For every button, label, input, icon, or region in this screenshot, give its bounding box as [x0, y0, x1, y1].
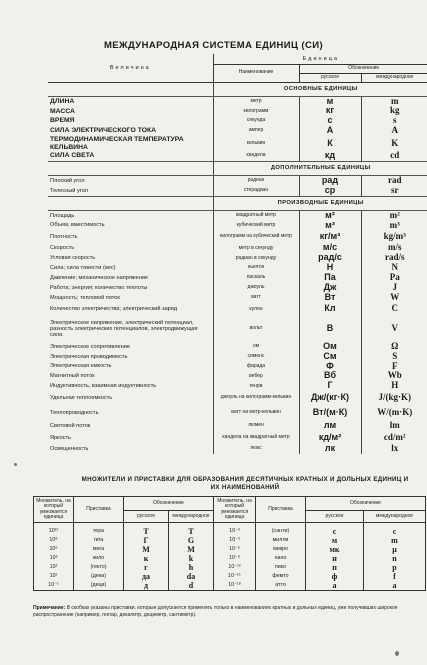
unit-name: радиан [213, 175, 299, 185]
russian-symbol: лм [299, 421, 361, 431]
russian-symbol: Г [299, 381, 361, 391]
unit-row [48, 273, 427, 283]
section-title: ОСНОВНЫЕ ЕДИНИЦЫ [213, 82, 427, 96]
quantity-name: Скорость [48, 243, 213, 253]
quantity-name: СИЛА СВЕТА [48, 151, 213, 161]
prefix-name: атто [256, 581, 306, 591]
unit-row [48, 243, 427, 253]
unit-name-header: Наименование [213, 64, 299, 82]
prefix-name: микро [256, 545, 306, 554]
section-title-spacer [48, 161, 213, 175]
footnote-label: Примечание: [33, 605, 66, 611]
prefix-name: гига [74, 536, 124, 545]
unit-row [48, 175, 427, 185]
russian-symbol: с [306, 527, 364, 536]
unit-row [48, 230, 427, 243]
russian-symbol: рад [299, 175, 361, 185]
multiplier-value: 10⁻² [214, 527, 256, 536]
footnote [33, 605, 425, 619]
quantity-name: Удельная теплоемкость [48, 391, 213, 404]
unit-row [48, 106, 427, 116]
russian-symbol: Дж/(кг·К) [299, 391, 361, 404]
unit-name: вебер [213, 371, 299, 381]
unit-name: генри [213, 381, 299, 391]
international-symbol: A [391, 126, 398, 136]
quantity-name: Объем, вместимость [48, 221, 213, 231]
prefix-row [34, 536, 426, 545]
russian-symbol: Вт [299, 293, 361, 303]
international-symbol: m³ [389, 220, 400, 230]
unit-row [48, 293, 427, 303]
multiplier-value: 10⁻¹² [214, 563, 256, 572]
russian-symbol: Н [299, 263, 361, 273]
multiplier-value: 10⁻⁶ [214, 545, 256, 554]
quantity-name: Мощность; тепловой поток [48, 293, 213, 303]
international-header: международное [364, 511, 426, 523]
quantity-header: Величина [48, 54, 213, 82]
russian-symbol: кг [299, 106, 361, 116]
russian-header: русское [299, 73, 361, 82]
russian-symbol: А [299, 126, 361, 136]
unit-row [48, 431, 427, 444]
international-symbol: C [391, 303, 398, 314]
international-symbol: H [391, 381, 399, 391]
international-symbol: V [391, 322, 398, 333]
quantity-name: Площадь [48, 210, 213, 220]
prefix-name: пико [256, 563, 306, 572]
designation-header: Обозначение [124, 497, 214, 511]
prefix-row [34, 545, 426, 554]
international-symbol: μ [364, 545, 426, 554]
quantity-name: ДЛИНА [48, 96, 213, 106]
international-symbol: rad [388, 175, 402, 185]
quantity-name: Электрическое сопротивление [48, 342, 213, 352]
unit-row [48, 136, 427, 151]
unit-name: вольт [213, 316, 299, 342]
page-title: МЕЖДУНАРОДНАЯ СИСТЕМА ЕДИНИЦ (СИ) [103, 40, 324, 51]
international-symbol: m [391, 96, 399, 106]
unit-name: кандела на квадратный метр [213, 431, 299, 444]
prefix-row [34, 581, 426, 591]
international-symbol: K [391, 137, 399, 148]
prefix-name: тера [74, 527, 124, 536]
international-symbol: k [169, 554, 214, 563]
unit-row [48, 263, 427, 273]
unit-name: люмен [213, 421, 299, 431]
quantity-name: Электрическое напряжение, электрический потенциал, разность электрических потенциалов, электродвижущая сила [48, 316, 213, 342]
multiplier-value: 10⁻⁹ [214, 554, 256, 563]
international-symbol: c [364, 527, 426, 536]
international-symbol: S [392, 351, 398, 361]
international-symbol: a [364, 581, 426, 591]
ink-speck [14, 463, 17, 466]
multiplier-header: Множитель, на который умножается единица [214, 497, 256, 523]
unit-header: Единица [213, 54, 427, 64]
quantity-name: СИЛА ЭЛЕКТРИЧЕСКОГО ТОКА [48, 126, 213, 136]
russian-symbol: м² [299, 210, 361, 220]
prefix-name: нано [256, 554, 306, 563]
unit-name: сименс [213, 352, 299, 362]
unit-name: ом [213, 342, 299, 352]
quantity-name: Количество электричества; электрический заряд [48, 303, 213, 316]
quantity-name: Индуктивность, взаимная индуктивность [48, 381, 213, 391]
quantity-name: Телесный угол [48, 186, 213, 196]
unit-row [48, 391, 427, 404]
quantity-name: Магнитный поток [48, 371, 213, 381]
unit-name: радиан в секунду [213, 253, 299, 263]
russian-symbol: кд/м² [299, 431, 361, 444]
multiplier-header: Множитель, на который умножается единица [34, 497, 74, 523]
international-symbol: m² [389, 210, 400, 220]
international-symbol: kg [389, 106, 400, 116]
unit-row [48, 186, 427, 196]
quantity-name: Давление; механическое напряжение [48, 273, 213, 283]
russian-symbol: Т [124, 527, 169, 536]
international-symbol: T [169, 527, 214, 536]
multipliers-table-body [34, 523, 426, 591]
russian-symbol: кд [299, 151, 361, 161]
russian-symbol: г [124, 563, 169, 572]
quantity-name: Электрическая емкость [48, 362, 213, 372]
international-symbol: Pa [389, 273, 400, 283]
unit-name: ампер [213, 126, 299, 136]
international-symbol: da [169, 572, 214, 581]
unit-name: кельвин [213, 136, 299, 151]
international-symbol: cd/m² [383, 431, 406, 442]
international-symbol: sr [391, 185, 399, 195]
russian-symbol: н [306, 554, 364, 563]
russian-symbol: а [306, 581, 364, 591]
russian-symbol: Дж [299, 283, 361, 293]
unit-name: паскаль [213, 273, 299, 283]
international-symbol: Ω [391, 341, 399, 351]
multiplier-value: 10¹² [34, 527, 74, 536]
unit-row [48, 371, 427, 381]
russian-symbol: кг/м³ [299, 230, 361, 243]
si-units-table [48, 54, 427, 454]
prefix-row [34, 527, 426, 536]
prefix-header: Приставка [256, 497, 306, 523]
russian-symbol: м [299, 96, 361, 106]
prefix-row [34, 554, 426, 563]
russian-header: русское [306, 511, 364, 523]
units-table-body [48, 82, 427, 454]
unit-row [48, 352, 427, 362]
unit-row [48, 283, 427, 293]
unit-name: кандела [213, 151, 299, 161]
international-symbol: J/(kg·K) [378, 391, 411, 402]
international-symbol: rad/s [384, 253, 405, 263]
prefix-row [34, 563, 426, 572]
quantity-name: Работа; энергия; количество теплоты [48, 283, 213, 293]
prefix-name: кило [74, 554, 124, 563]
quantity-name: Теплопроводность [48, 404, 213, 421]
russian-symbol: Ф [299, 362, 361, 372]
international-symbol: lm [389, 421, 400, 431]
unit-name: джоуль [213, 283, 299, 293]
quantity-name: Плотность [48, 230, 213, 243]
unit-name: килограмм [213, 106, 299, 116]
unit-name: кулон [213, 303, 299, 316]
russian-symbol: лк [299, 444, 361, 454]
russian-symbol: ср [299, 186, 361, 196]
russian-symbol: д [124, 581, 169, 591]
quantity-name: Яркость [48, 431, 213, 444]
quantity-name: ВРЕМЯ [48, 116, 213, 126]
ink-speck [395, 651, 399, 656]
international-symbol: kg/m³ [383, 231, 406, 241]
international-symbol: d [169, 581, 214, 591]
prefix-name: (деци) [74, 581, 124, 591]
international-symbol: p [364, 563, 426, 572]
international-symbol: m/s [388, 243, 402, 253]
international-symbol: s [392, 116, 397, 126]
prefix-name: (гекто) [74, 563, 124, 572]
unit-name: ньютон [213, 263, 299, 273]
unit-row [48, 126, 427, 136]
russian-symbol: п [306, 563, 364, 572]
unit-row [48, 362, 427, 372]
russian-symbol: Вб [299, 371, 361, 381]
russian-symbol: да [124, 572, 169, 581]
footnote-text: В скобках указаны приставки, которые допускается применять только в наименованиях кратных и дольных единиц, уже получивших широкое распространение (например, гектар, декалитр, дециметр, сантиметр). [33, 605, 398, 618]
unit-name: квадратный метр [213, 210, 299, 220]
quantity-name: МАССА [48, 106, 213, 116]
unit-row [48, 404, 427, 421]
russian-symbol: Па [299, 273, 361, 283]
section-title: ПРОИЗВОДНЫЕ ЕДИНИЦЫ [213, 196, 427, 210]
international-symbol: F [392, 361, 398, 371]
unit-row [48, 381, 427, 391]
multiplier-value: 10⁻¹ [34, 581, 74, 591]
prefix-header: Приставка [74, 497, 124, 523]
international-symbol: W/(m·K) [377, 406, 413, 417]
unit-row [48, 253, 427, 263]
unit-name: ватт [213, 293, 299, 303]
russian-symbol: М [124, 545, 169, 554]
international-symbol: h [169, 563, 214, 572]
unit-name: ватт на метр-кельвин [213, 404, 299, 421]
russian-symbol: Кл [299, 303, 361, 316]
russian-symbol: с [299, 116, 361, 126]
quantity-name: Угловая скорость [48, 253, 213, 263]
section-title-spacer [48, 82, 213, 96]
international-header: международное [169, 511, 214, 523]
russian-symbol: рад/с [299, 253, 361, 263]
multiplier-value: 10⁹ [34, 536, 74, 545]
russian-symbol: м [306, 536, 364, 545]
quantity-name: Сила; сила тяжести (вес) [48, 263, 213, 273]
prefix-row [34, 572, 426, 581]
prefix-name: мега [74, 545, 124, 554]
international-symbol: W [390, 292, 400, 302]
unit-name: стерадиан [213, 186, 299, 196]
unit-row [48, 316, 427, 342]
international-symbol: lx [391, 444, 399, 454]
international-symbol: n [364, 554, 426, 563]
russian-header: русское [124, 511, 169, 523]
unit-name: кубический метр [213, 221, 299, 231]
multipliers-title: МНОЖИТЕЛИ И ПРИСТАВКИ ДЛЯ ОБРАЗОВАНИЯ ДЕСЯТИЧНЫХ КРАТНЫХ И ДОЛЬНЫХ ЕДИНИЦ И ИХ НАИМЕНОВАНИЙ [81, 476, 409, 491]
prefix-name: (дека) [74, 572, 124, 581]
unit-row [48, 444, 427, 454]
designation-header: Обозначение [306, 497, 426, 511]
international-symbol: J [392, 283, 397, 293]
multiplier-value: 10² [34, 563, 74, 572]
international-header: международное [361, 73, 427, 82]
russian-symbol: ф [306, 572, 364, 581]
unit-row [48, 303, 427, 316]
international-symbol: cd [390, 151, 400, 160]
international-symbol: m [364, 536, 426, 545]
unit-name: фарада [213, 362, 299, 372]
section-title: ДОПОЛНИТЕЛЬНЫЕ ЕДИНИЦЫ [213, 161, 427, 175]
unit-row [48, 210, 427, 220]
multipliers-table [33, 496, 426, 591]
quantity-name: Плоский угол [48, 175, 213, 185]
unit-name: метр [213, 96, 299, 106]
unit-name: метр в секунду [213, 243, 299, 253]
unit-row [48, 342, 427, 352]
section-title-spacer [48, 196, 213, 210]
international-symbol: G [169, 536, 214, 545]
international-symbol: Wb [387, 371, 402, 381]
prefix-name: милли [256, 536, 306, 545]
russian-symbol: к [124, 554, 169, 563]
russian-symbol: м³ [299, 221, 361, 231]
unit-row [48, 221, 427, 231]
russian-symbol: Ом [299, 342, 361, 352]
unit-name: килограмм на кубический метр [213, 230, 299, 243]
russian-symbol: мк [306, 545, 364, 554]
quantity-name: Электрическая проводимость [48, 352, 213, 362]
russian-symbol: Г [124, 536, 169, 545]
russian-symbol: См [299, 352, 361, 362]
russian-symbol: К [299, 136, 361, 151]
unit-row [48, 116, 427, 126]
section-header-row [48, 82, 427, 96]
section-header-row [48, 196, 427, 210]
international-symbol: f [364, 572, 426, 581]
unit-row [48, 421, 427, 431]
russian-symbol: В [299, 316, 361, 342]
multiplier-value: 10⁻³ [214, 536, 256, 545]
unit-row [48, 96, 427, 106]
prefix-name: фемто [256, 572, 306, 581]
prefix-name: (санти) [256, 527, 306, 536]
russian-symbol: Вт/(м·К) [299, 404, 361, 421]
international-symbol: N [391, 263, 398, 273]
unit-name: люкс [213, 444, 299, 454]
quantity-name: Освещенность [48, 444, 213, 454]
section-header-row [48, 161, 427, 175]
unit-name: секунда [213, 116, 299, 126]
multiplier-value: 10⁻¹⁵ [214, 572, 256, 581]
multiplier-value: 10³ [34, 554, 74, 563]
unit-row [48, 151, 427, 161]
unit-name: джоуль на килограмм-кельвин [213, 391, 299, 404]
designation-header: Обозначение [299, 64, 427, 73]
multiplier-value: 10¹ [34, 572, 74, 581]
multiplier-value: 10⁶ [34, 545, 74, 554]
quantity-name: ТЕРМОДИНАМИЧЕСКАЯ ТЕМПЕРАТУРА КЕЛЬВИНА [48, 136, 213, 151]
multiplier-value: 10⁻¹⁸ [214, 581, 256, 591]
international-symbol: M [169, 545, 214, 554]
quantity-name: Световой поток [48, 421, 213, 431]
russian-symbol: м/с [299, 243, 361, 253]
